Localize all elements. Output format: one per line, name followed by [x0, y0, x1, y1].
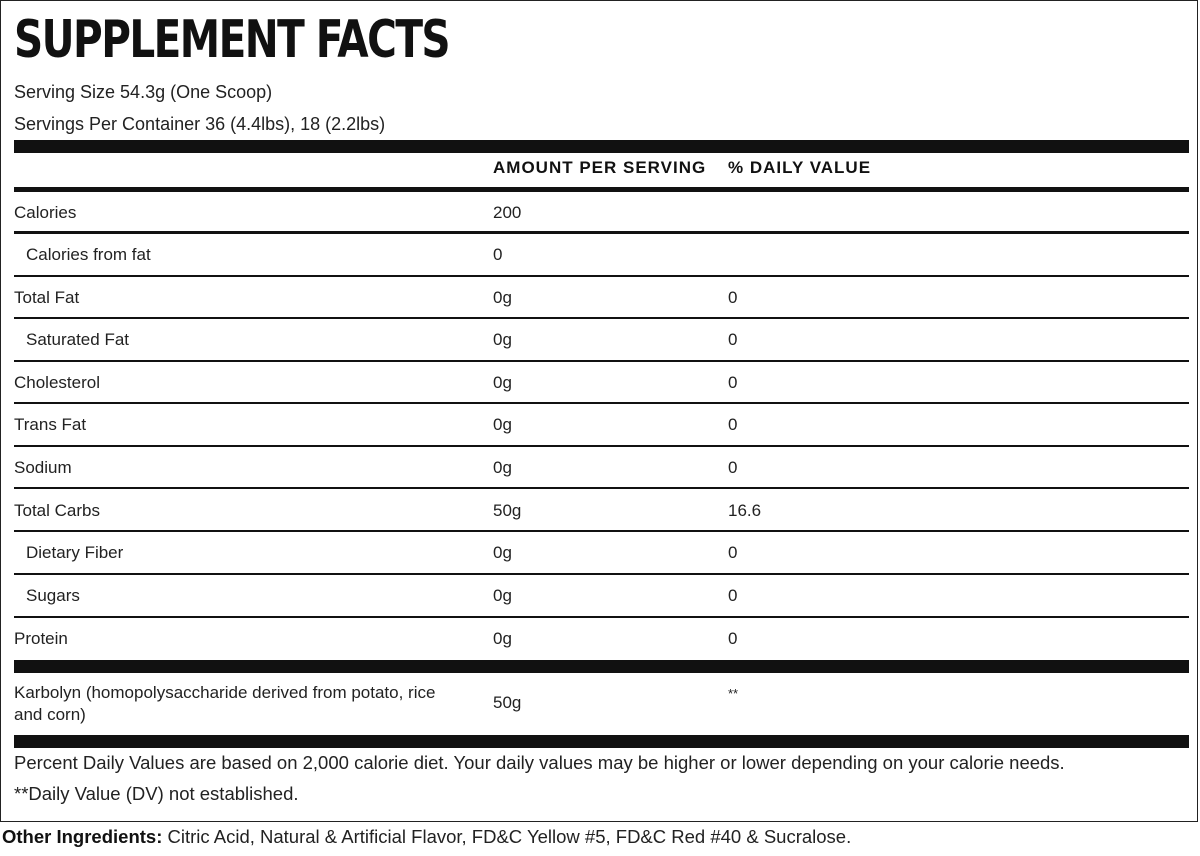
nutrient-name: Calories: [14, 203, 77, 222]
table-row: [14, 405, 1189, 447]
nutrient-name: Total Fat: [14, 288, 80, 307]
nutrient-name: Trans Fat: [14, 415, 87, 434]
nutrient-name: Saturated Fat: [26, 330, 130, 349]
nutrient-amount: 0: [493, 245, 503, 264]
nutrient-name: Calories from fat: [26, 245, 151, 264]
nutrient-dv: 0: [728, 330, 738, 349]
nutrient-dv: 0: [728, 288, 738, 307]
table-row: [14, 235, 1189, 277]
nutrient-name: Dietary Fiber: [26, 543, 124, 562]
thick-divider-mid: [14, 660, 1189, 673]
table-row: [14, 362, 1189, 404]
serving-size: Serving Size 54.3g (One Scoop): [14, 82, 273, 102]
nutrient-name: Sugars: [26, 586, 80, 605]
nutrient-dv: 0: [728, 415, 738, 434]
nutrient-amount: 0g: [493, 415, 512, 434]
karbolyn-name-line1: Karbolyn (homopolysaccharide derived from potato, rice: [14, 683, 436, 702]
servings-per-container: Servings Per Container 36 (4.4lbs), 18 (2.2lbs): [14, 114, 386, 134]
nutrient-dv: 0: [728, 458, 738, 477]
table-row: [14, 576, 1189, 618]
karbolyn-name-line2: and corn): [14, 705, 86, 724]
other-ingredients-text: Citric Acid, Natural & Artificial Flavor, FD&C Yellow #5, FD&C Red #40 & Sucralose.: [162, 826, 852, 847]
nutrient-dv: 0: [728, 586, 738, 605]
footnote-dv-not-established: **Daily Value (DV) not established.: [14, 783, 299, 804]
table-row: [14, 192, 1189, 234]
nutrient-amount: 0g: [493, 288, 512, 307]
nutrient-amount: 0g: [493, 586, 512, 605]
nutrient-name: Cholesterol: [14, 373, 100, 392]
nutrient-dv: 0: [728, 543, 738, 562]
nutrient-amount: 0g: [493, 330, 512, 349]
nutrient-name: Total Carbs: [14, 501, 100, 520]
nutrient-dv: 0: [728, 373, 738, 392]
nutrient-dv: 16.6: [728, 501, 762, 520]
nutrient-dv-protein: 0: [728, 629, 738, 648]
karbolyn-amount: 50g: [493, 693, 522, 712]
nutrient-amount-protein: 0g: [493, 629, 512, 648]
nutrient-amount: 200: [493, 203, 522, 222]
header-daily-value: % DAILY VALUE: [728, 158, 872, 177]
nutrient-name-protein: Protein: [14, 629, 68, 648]
table-row: [14, 533, 1189, 575]
table-row: [14, 320, 1189, 362]
footnote-daily-values: Percent Daily Values are based on 2,000 calorie diet. Your daily values may be higher or lower depending on your calorie needs.: [14, 752, 1065, 773]
thick-divider-top: [14, 140, 1189, 153]
table-row: [14, 277, 1189, 319]
other-ingredients: [2, 826, 851, 848]
panel-title: SUPPLEMENT FACTS: [14, 10, 450, 70]
header-amount: AMOUNT PER SERVING: [493, 158, 707, 177]
nutrient-amount: 0g: [493, 543, 512, 562]
other-ingredients-label: Other Ingredients:: [2, 826, 163, 847]
thick-divider-bottom: [14, 735, 1189, 748]
karbolyn-dv: **: [728, 686, 739, 701]
table-row: [14, 447, 1189, 489]
nutrient-name: Sodium: [14, 458, 72, 477]
nutrient-amount: 0g: [493, 458, 512, 477]
table-row: [14, 490, 1189, 532]
nutrient-amount: 0g: [493, 373, 512, 392]
nutrient-amount: 50g: [493, 501, 522, 520]
